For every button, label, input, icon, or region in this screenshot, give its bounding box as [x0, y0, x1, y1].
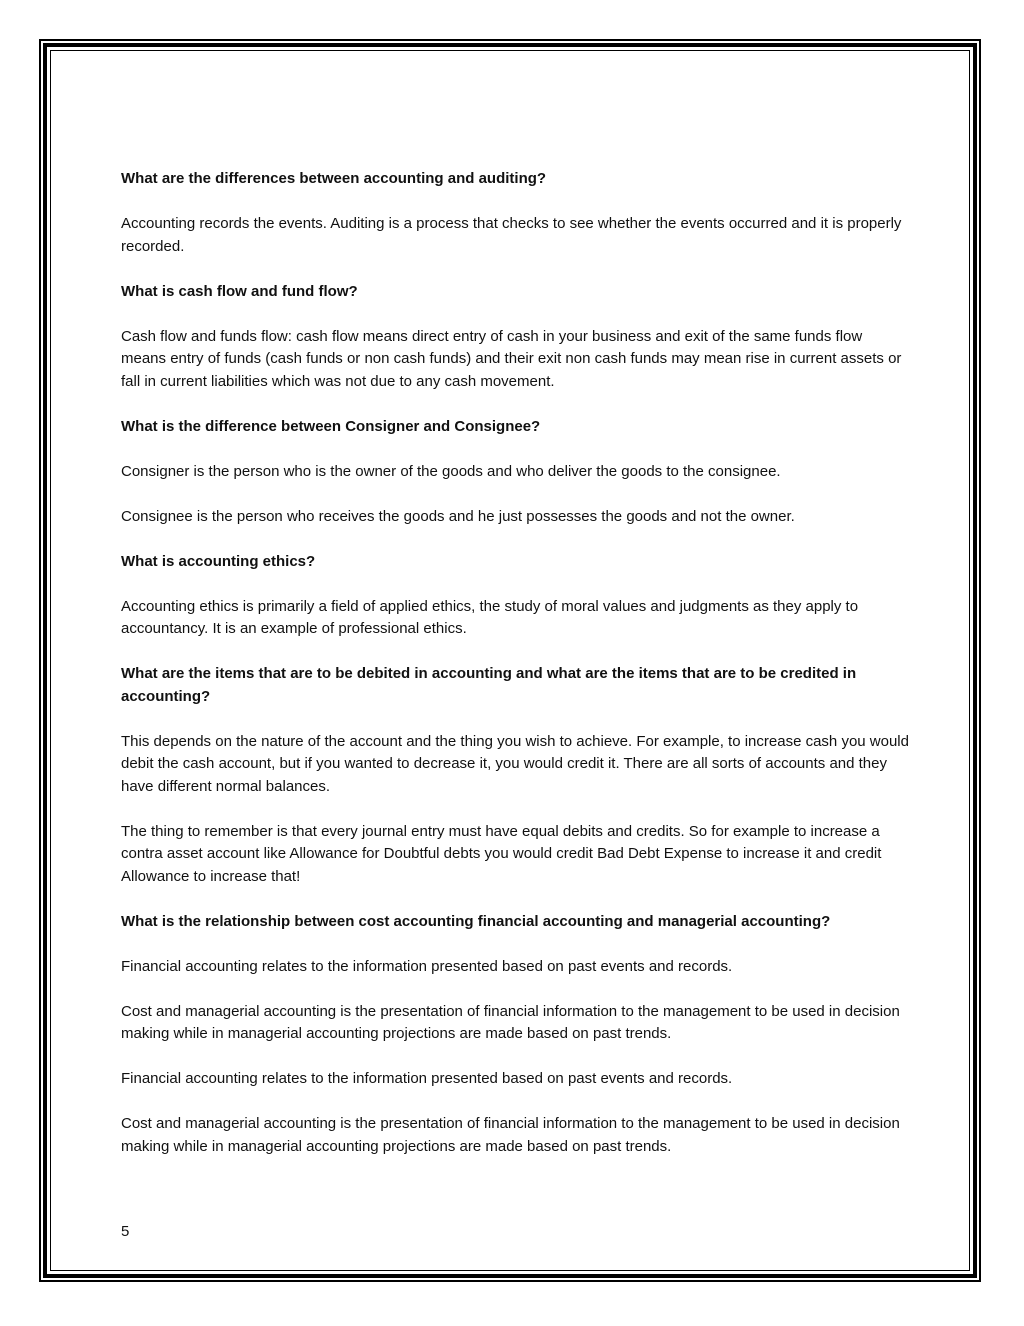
answer-paragraph: Cost and managerial accounting is the presentation of financial information to the management to be used in decision making while in managerial accounting projections are made based on past trends. — [121, 1115, 900, 1155]
page-number: 5 — [121, 1223, 130, 1240]
question-heading: What is the relationship between cost accounting financial accounting and managerial accounting? — [121, 912, 831, 930]
question-heading: What is cash flow and fund flow? — [121, 282, 358, 300]
answer-paragraph: Consigner is the person who is the owner of the goods and who deliver the goods to the consignee. — [121, 462, 781, 480]
answer-paragraph: This depends on the nature of the account and the thing you wish to achieve. For example, to increase cash you would debit the cash account, but if you wanted to decrease it, you would credit it. There are all sorts of accounts and they have different normal balances. — [121, 732, 909, 795]
answer-paragraph: Financial accounting relates to the information presented based on past events and records. — [121, 957, 733, 975]
answer-paragraph: Cost and managerial accounting is the presentation of financial information to the management to be used in decision making while in managerial accounting projections are made based on past trends. — [121, 1002, 900, 1042]
answer-paragraph: Consignee is the person who receives the goods and he just possesses the goods and not the owner. — [121, 507, 795, 525]
answer-paragraph: Accounting ethics is primarily a field of applied ethics, the study of moral values and judgments as they apply to accountancy. It is an example of professional ethics. — [121, 597, 859, 637]
document-body — [121, 168, 911, 1181]
answer-paragraph: The thing to remember is that every journal entry must have equal debits and credits. So for example to increase a contra asset account like Allowance for Doubtful debts you would credit Bad Debt Expense to increase it and credit Allowance to increase that! — [121, 822, 882, 885]
question-heading: What is accounting ethics? — [121, 552, 316, 570]
answer-paragraph: Accounting records the events. Auditing is a process that checks to see whether the events occurred and it is properly recorded. — [121, 215, 902, 255]
answer-paragraph: Financial accounting relates to the information presented based on past events and records. — [121, 1070, 733, 1087]
answer-paragraph: Cash flow and funds flow: cash flow means direct entry of cash in your business and exit of the same funds flow means entry of funds (cash funds or non cash funds) and their exit non cash funds may mean rise in current assets or fall in current liabilities which was not due to any cash movement. — [121, 327, 902, 390]
question-heading: What are the differences between accounting and auditing? — [121, 170, 547, 187]
question-heading: What are the items that are to be debited in accounting and what are the items that are to be credited in accounting? — [121, 665, 857, 705]
question-heading: What is the difference between Consigner and Consignee? — [121, 417, 541, 435]
